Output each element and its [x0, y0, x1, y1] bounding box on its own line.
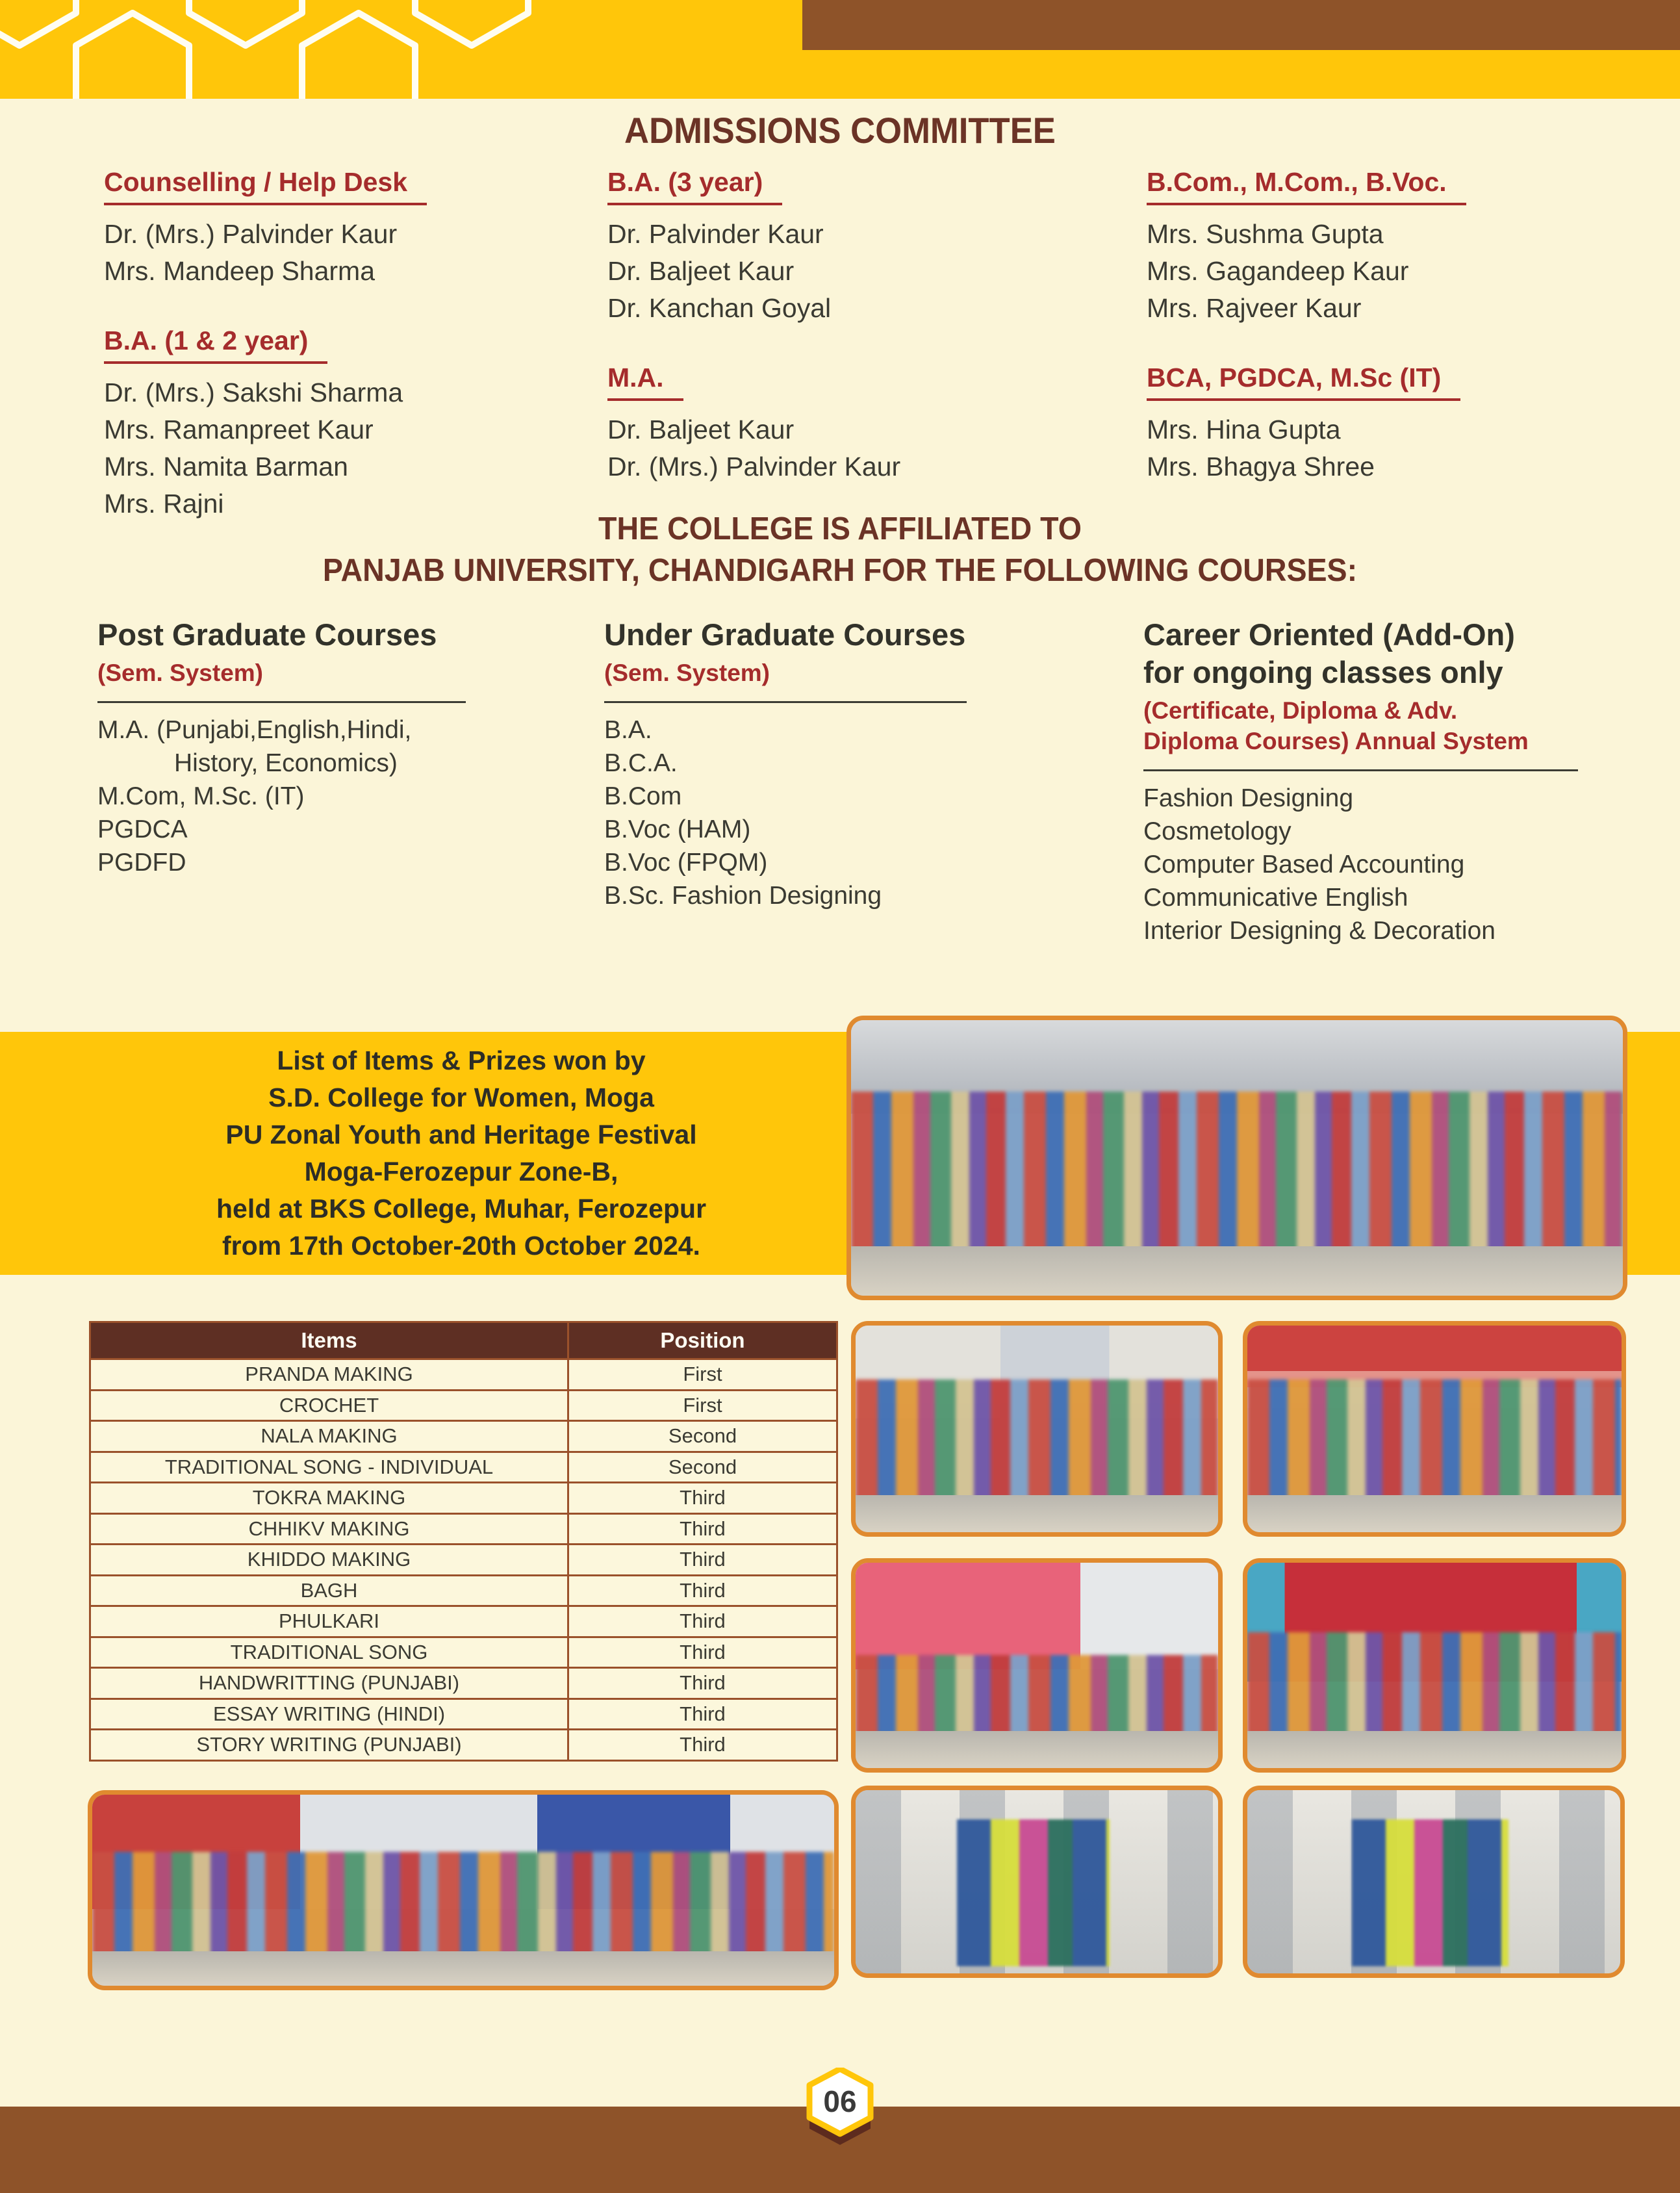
table-row	[90, 1359, 837, 1391]
course-item: Fashion Designing	[1143, 784, 1354, 812]
course-item: Communicative English	[1143, 884, 1408, 912]
photo-texture	[957, 1819, 1109, 1966]
photo-texture	[851, 1092, 1623, 1251]
committee-member-list	[104, 216, 559, 290]
course-column-title	[1143, 616, 1592, 691]
stage-group-photo	[1243, 1321, 1626, 1537]
course-subtitle-line-1: (Certificate, Diploma & Adv.	[1143, 697, 1458, 724]
course-list	[604, 713, 978, 912]
item-cell: TRADITIONAL SONG	[90, 1637, 568, 1668]
banner-line: from 17th October-20th October 2024.	[222, 1231, 700, 1261]
item-cell: BAGH	[90, 1575, 568, 1606]
item-cell: CROCHET	[90, 1390, 568, 1421]
position-cell: First	[568, 1390, 837, 1421]
committee-group	[104, 166, 559, 290]
course-item: B.C.A.	[604, 749, 678, 777]
festival-banner-text	[65, 1042, 858, 1264]
course-column-subtitle: (Sem. System)	[604, 660, 770, 686]
committee-member: Mrs. Sushma Gupta	[1147, 219, 1384, 249]
committee-member: Mrs. Hina Gupta	[1147, 415, 1341, 444]
affiliation-line-2: PANJAB UNIVERSITY, CHANDIGARH FOR THE FOLLOWING COURSES:	[322, 553, 1358, 588]
position-cell: Third	[568, 1668, 837, 1699]
committee-column-2	[607, 166, 1062, 485]
affiliation-heading	[0, 508, 1680, 591]
photo-texture	[856, 1563, 1218, 1669]
group-photo	[846, 1016, 1627, 1300]
honeycomb-pattern	[0, 0, 539, 99]
item-cell: KHIDDO MAKING	[90, 1545, 568, 1576]
banner-line: List of Items & Prizes won by	[277, 1045, 646, 1075]
photo-texture	[92, 1852, 834, 1966]
course-item: PGDCA	[97, 815, 188, 843]
items-column-header: Items	[90, 1322, 568, 1359]
committee-member: Dr. (Mrs.) Palvinder Kaur	[607, 452, 901, 481]
photo-texture	[1247, 1495, 1622, 1532]
course-column-subtitle	[1143, 695, 1592, 756]
course-item: PGDFD	[97, 849, 186, 877]
item-cell: STORY WRITING (PUNJABI)	[90, 1730, 568, 1761]
post-graduate-courses	[97, 616, 477, 879]
course-column-title: Under Graduate Courses	[604, 617, 966, 652]
divider-line	[97, 701, 466, 703]
career-oriented-courses	[1143, 616, 1592, 947]
committee-heading: B.A. (3 year)	[607, 166, 782, 205]
committee-member-list	[104, 374, 559, 522]
committee-member: Dr. Baljeet Kaur	[607, 256, 795, 286]
page-title: ADMISSIONS COMMITTEE	[624, 110, 1056, 151]
top-brown-bar	[802, 0, 1680, 50]
committee-member: Mrs. Mandeep Sharma	[104, 256, 375, 286]
item-cell: TOKRA MAKING	[90, 1483, 568, 1514]
course-subtitle-line-2: Diploma Courses) Annual System	[1143, 728, 1529, 754]
position-cell: Third	[568, 1575, 837, 1606]
committee-group	[607, 166, 1062, 327]
table-row	[90, 1699, 837, 1730]
photo-texture	[856, 1495, 1218, 1532]
table-row	[90, 1575, 837, 1606]
course-column-subtitle: (Sem. System)	[97, 660, 263, 686]
committee-group	[1147, 166, 1601, 327]
course-list	[97, 713, 477, 879]
committee-member: Dr. (Mrs.) Palvinder Kaur	[104, 219, 398, 249]
committee-member: Dr. Kanchan Goyal	[607, 293, 832, 323]
committee-column-1	[104, 166, 559, 522]
committee-heading: Counselling / Help Desk	[104, 166, 427, 205]
course-item: Cosmetology	[1143, 817, 1292, 845]
course-item: B.A.	[604, 716, 652, 744]
committee-heading: B.Com., M.Com., B.Voc.	[1147, 166, 1466, 205]
table-row	[90, 1513, 837, 1545]
committee-member: Mrs. Ramanpreet Kaur	[104, 415, 374, 444]
course-item: Interior Designing & Decoration	[1143, 917, 1495, 945]
position-cell: Third	[568, 1483, 837, 1514]
committee-member-list	[1147, 216, 1601, 327]
committee-member: Dr. Palvinder Kaur	[607, 219, 824, 249]
course-item: M.A. (Punjabi,English,Hindi,	[97, 716, 412, 744]
committee-member-list	[607, 411, 1062, 485]
course-item: B.Voc (FPQM)	[604, 849, 768, 877]
committee-member: Mrs. Bhagya Shree	[1147, 452, 1375, 481]
table-row	[90, 1606, 837, 1637]
position-cell: Third	[568, 1513, 837, 1545]
page-number: 06	[823, 2084, 857, 2118]
course-item: Computer Based Accounting	[1143, 851, 1465, 878]
item-cell: PRANDA MAKING	[90, 1359, 568, 1391]
committee-member: Mrs. Namita Barman	[104, 452, 348, 481]
banner-line: Moga-Ferozepur Zone-B,	[304, 1157, 618, 1186]
banner-line: PU Zonal Youth and Heritage Festival	[225, 1120, 697, 1149]
table-row	[90, 1637, 837, 1668]
item-cell: ESSAY WRITING (HINDI)	[90, 1699, 568, 1730]
item-cell: NALA MAKING	[90, 1421, 568, 1452]
banner-line: S.D. College for Women, Moga	[268, 1083, 654, 1112]
photo-texture	[851, 1246, 1623, 1296]
position-cell: First	[568, 1359, 837, 1391]
committee-member: Dr. (Mrs.) Sakshi Sharma	[104, 378, 403, 407]
committee-group	[104, 325, 559, 522]
course-item: M.Com, M.Sc. (IT)	[97, 782, 305, 810]
course-list	[1143, 782, 1592, 947]
course-item: History, Economics)	[174, 749, 398, 777]
students-photo-1	[851, 1786, 1223, 1978]
committee-heading: BCA, PGDCA, M.Sc (IT)	[1147, 362, 1460, 401]
table-header-row	[90, 1322, 837, 1359]
photo-texture	[1247, 1379, 1622, 1499]
committee-member-list	[1147, 411, 1601, 485]
course-title-line-1: Career Oriented (Add-On)	[1143, 617, 1515, 652]
table-row	[90, 1421, 837, 1452]
course-item: B.Voc (HAM)	[604, 815, 751, 843]
position-cell: Third	[568, 1545, 837, 1576]
prize-ceremony-photo	[1243, 1558, 1626, 1773]
table-row	[90, 1668, 837, 1699]
position-cell: Third	[568, 1730, 837, 1761]
position-column-header: Position	[568, 1322, 837, 1359]
item-cell: PHULKARI	[90, 1606, 568, 1637]
under-graduate-courses	[604, 616, 978, 912]
dance-performance-photo	[88, 1790, 839, 1990]
course-title-line-2: for ongoing classes only	[1143, 655, 1503, 689]
table-row	[90, 1545, 837, 1576]
divider-line	[604, 701, 967, 703]
folk-performance-photo	[851, 1558, 1223, 1773]
committee-group	[1147, 362, 1601, 485]
photo-texture	[92, 1951, 834, 1986]
banner-line: held at BKS College, Muhar, Ferozepur	[216, 1194, 707, 1224]
position-cell: Third	[568, 1637, 837, 1668]
table-row	[90, 1483, 837, 1514]
committee-heading: B.A. (1 & 2 year)	[104, 325, 327, 364]
position-cell: Second	[568, 1452, 837, 1483]
page-number-badge	[804, 2068, 876, 2149]
students-photo-2	[1243, 1786, 1625, 1978]
affiliation-line-1: THE COLLEGE IS AFFILIATED TO	[598, 511, 1082, 546]
results-table	[89, 1321, 838, 1762]
item-cell: HANDWRITTING (PUNJABI)	[90, 1668, 568, 1699]
committee-group	[607, 362, 1062, 485]
committee-member: Mrs. Rajni	[104, 489, 224, 519]
committee-column-3	[1147, 166, 1601, 485]
photo-texture	[1352, 1819, 1508, 1966]
position-cell: Third	[568, 1699, 837, 1730]
committee-member: Mrs. Gagandeep Kaur	[1147, 256, 1409, 286]
committee-member: Dr. Baljeet Kaur	[607, 415, 795, 444]
committee-member-list	[607, 216, 1062, 327]
item-cell: CHHIKV MAKING	[90, 1513, 568, 1545]
course-item: B.Sc. Fashion Designing	[604, 882, 882, 910]
photo-texture	[856, 1731, 1218, 1768]
committee-member: Mrs. Rajveer Kaur	[1147, 293, 1362, 323]
award-presentation-photo	[851, 1321, 1223, 1537]
table-row	[90, 1390, 837, 1421]
committee-heading: M.A.	[607, 362, 683, 401]
item-cell: TRADITIONAL SONG - INDIVIDUAL	[90, 1452, 568, 1483]
table-row	[90, 1452, 837, 1483]
photo-texture	[1247, 1731, 1622, 1768]
position-cell: Third	[568, 1606, 837, 1637]
position-cell: Second	[568, 1421, 837, 1452]
divider-line	[1143, 769, 1578, 771]
table-row	[90, 1730, 837, 1761]
photo-texture	[856, 1379, 1218, 1499]
course-item: B.Com	[604, 782, 682, 810]
course-column-title: Post Graduate Courses	[97, 617, 437, 652]
